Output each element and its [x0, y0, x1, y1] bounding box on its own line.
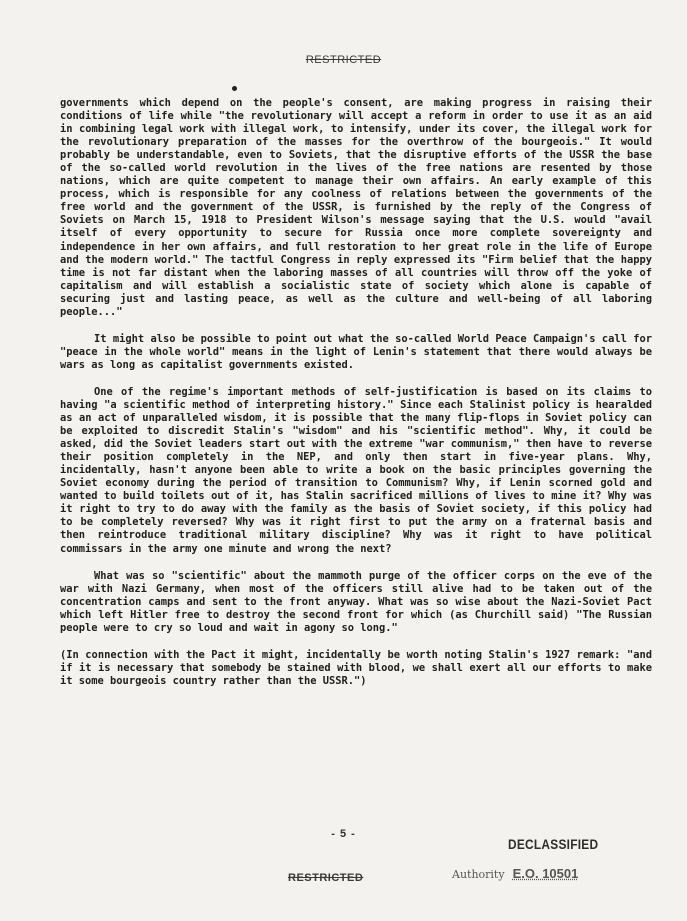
declassified-stamp: DECLASSIFIED: [508, 836, 599, 852]
authority-label: Authority: [452, 868, 505, 881]
classification-header: [0, 54, 687, 66]
paragraph-3: One of the regime's important methods of self-justification is based on its claims to having "a scientific method of interpreting history." Since each Stalinist policy is hearalded as an act of unparalleled wisdom, it is possible that the many flip-flops in Soviet policy can be exploited to discredit Stalin's "wisdom" and his "scientific method". Why, it could be asked, did the Soviet leaders start out with the extreme "war communism," then have to reverse their position completely in the NEP, and only then start in five-year plans. Why, incidentally, hasn't anyone been able to write a book on the basic principles governing the Soviet economy during the period of transition to Communism? Why, if Lenin scorned gold and wanted to build toilets out of it, has Stalin sacrificed millions of lives to mine it? Why was it right to try to do away with the family as the basis of Soviet society, if this policy had to be completely reversed? Why was it right first to put the army on a fraternal basis and then reintroduce traditional military discipline? Why was it right to have political commissars in the army one minute and wrong the next?: [60, 385, 652, 555]
ink-mark: [232, 86, 237, 91]
paragraph-4: What was so "scientific" about the mammoth purge of the officer corps on the eve of the war with Nazi Germany, when most of the officers still alive had to be taken out of the concentration camps and sent to the front anyway. What was so wise about the Nazi-Soviet Pact which left Hitler free to destroy the second front for which (as Churchill said) "The Russian people were to cry so loud and wait in agony so long.": [60, 569, 652, 634]
authority-reference: E.O. 10501: [512, 866, 579, 881]
paragraph-2: It might also be possible to point out what the so-called World Peace Campaign's call for "peace in the whole world" means in the light of Lenin's statement that there would always be wars as long as capitalist governments existed.: [60, 332, 652, 371]
paragraph-1: governments which depend on the people's consent, are making progress in raising their conditions of life while "the revolutionary will accept a reform in order to use it as an aid in combining legal work with illegal work, to intensify, under its cover, the illegal work for the revolutionary preparation of the masses for the overthrow of the bourgeois." It would probably be understandable, even to Soviets, that the disruptive efforts of the USSR the base of the so-called world revolution in the lives of the free nations are resented by those nations, which are quite competent to manage their own affairs. An early example of this process, which is responsible for any coolness of relations between the governments of the free world and the government of the USSR, is furnished by the reply of the Congress of Soviets on March 15, 1918 to President Wilson's message saying that the U.S. would "avail itself of every opportunity to secure for Russia once more complete sovereignty and independence in her own affairs, and full restoration to her great role in the life of Europe and the modern world." The tactful Congress in reply expressed its "Firm belief that the happy time is not far distant when the laboring masses of all countries will throw off the yoke of capitalism and will establish a socialistic state of society which alone is capable of securing just and lasting peace, as well as the culture and well-being of all laboring people...": [60, 97, 652, 318]
page-number: - 5 -: [331, 828, 356, 840]
classification-header-text: RESTRICTED: [305, 54, 382, 66]
document-body: [60, 97, 652, 688]
classification-footer-text: RESTRICTED: [288, 872, 364, 884]
authority-stamp: [452, 866, 578, 881]
paragraph-5: (In connection with the Pact it might, incidentally be worth noting Stalin's 1927 remark: "and if it is necessary that somebody be stained with blood, we shall exert all our efforts to make it some bourgeois country rather than the USSR."): [60, 648, 652, 687]
classification-footer: [288, 872, 363, 884]
